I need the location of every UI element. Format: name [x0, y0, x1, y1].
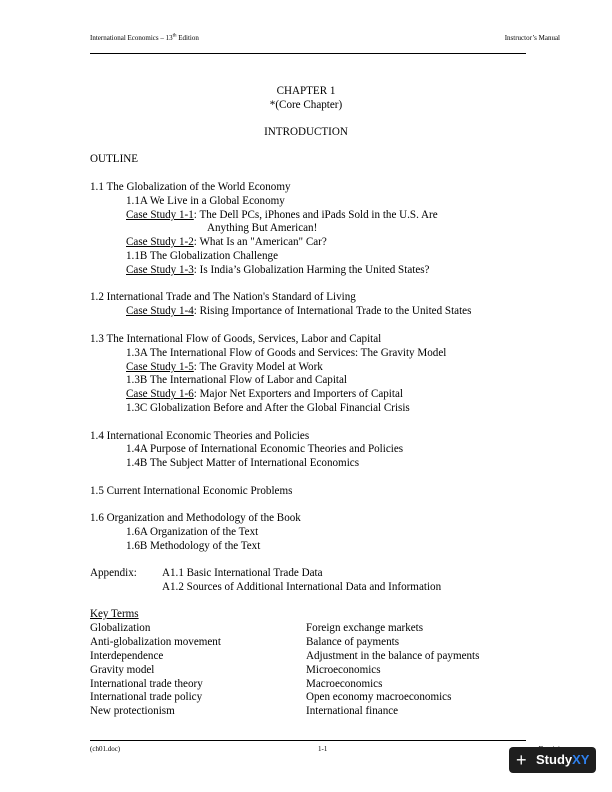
case-study-1-5-link[interactable]: Case Study 1-5 [126, 361, 194, 373]
case-study-1-1: Case Study 1-1: The Dell PCs, iPhones and iPads Sold in the U.S. Are [126, 209, 438, 221]
section-1-2: 1.2 International Trade and The Nation's Standard of Living [90, 291, 356, 303]
section-1-6b: 1.6B Methodology of the Text [126, 540, 261, 552]
key-term: Globalization [90, 622, 151, 634]
chapter-subtitle: *(Core Chapter) [269, 99, 343, 111]
section-1-6: 1.6 Organization and Methodology of the Book [90, 512, 301, 524]
page-footer [90, 745, 560, 753]
page-number: 1-1 [318, 745, 328, 753]
case-study-1-6-link[interactable]: Case Study 1-6 [126, 388, 194, 400]
key-term: New protectionism [90, 705, 175, 717]
plus-icon: + [516, 750, 527, 770]
studyxy-logo-text: StudyXY [536, 752, 590, 767]
case-study-1-2: Case Study 1-2: What Is an "American" Car? [126, 236, 327, 248]
case-study-1-4: Case Study 1-4: Rising Importance of International Trade to the United States [126, 305, 472, 317]
section-1-3a: 1.3A The International Flow of Goods and Services: The Gravity Model [126, 347, 447, 359]
page-header [90, 34, 560, 42]
case-study-1-1-link[interactable]: Case Study 1-1 [126, 209, 194, 221]
case-study-1-6: Case Study 1-6: Major Net Exporters and Importers of Capital [126, 388, 403, 400]
key-term: International trade theory [90, 678, 203, 690]
case-study-1-5: Case Study 1-5: The Gravity Model at Work [126, 361, 323, 373]
case-study-1-2-link[interactable]: Case Study 1-2 [126, 236, 194, 248]
section-1-3: 1.3 The International Flow of Goods, Services, Labor and Capital [90, 333, 382, 345]
appendix-label: Appendix: [90, 567, 137, 579]
key-term: International trade policy [90, 691, 203, 703]
appendix-a1-1: A1.1 Basic International Trade Data [162, 567, 323, 579]
appendix-a1-2: A1.2 Sources of Additional International Data and Information [162, 581, 442, 593]
key-terms-heading: Key Terms [90, 608, 139, 620]
section-1-4b: 1.4B The Subject Matter of International Economics [126, 457, 360, 469]
header-rule [90, 53, 526, 54]
section-1-1b: 1.1B The Globalization Challenge [126, 250, 278, 262]
key-term: Microeconomics [306, 664, 381, 676]
section-1-4a: 1.4A Purpose of International Economic Theories and Policies [126, 443, 404, 455]
case-study-1-3-link[interactable]: Case Study 1-3 [126, 264, 194, 276]
studyxy-badge[interactable] [509, 747, 596, 773]
key-term: Open economy macroeconomics [306, 691, 452, 703]
chapter-number: CHAPTER 1 [276, 85, 336, 97]
key-term: Balance of payments [306, 636, 400, 648]
footer-left: (ch01.doc) [90, 745, 121, 753]
chapter-title: INTRODUCTION [264, 126, 348, 138]
case-study-1-4-link[interactable]: Case Study 1-4 [126, 305, 194, 317]
case-study-1-3: Case Study 1-3: Is India’s Globalization Harming the United States? [126, 264, 430, 276]
section-1-5: 1.5 Current International Economic Problems [90, 485, 293, 497]
key-term: Foreign exchange markets [306, 622, 424, 634]
section-1-1a: 1.1A We Live in a Global Economy [126, 195, 285, 207]
section-1-3c: 1.3C Globalization Before and After the Global Financial Crisis [126, 402, 410, 414]
footer-rule [90, 740, 526, 741]
header-left: International Economics – 13th Edition [90, 34, 199, 43]
key-term: Interdependence [90, 650, 164, 662]
key-term: Adjustment in the balance of payments [306, 650, 480, 662]
section-1-3b: 1.3B The International Flow of Labor and Capital [126, 374, 348, 386]
case-study-1-1-cont: Anything But American! [207, 222, 318, 234]
key-term: Anti-globalization movement [90, 636, 221, 648]
key-term: Macroeconomics [306, 678, 383, 690]
header-right: Instructor’s Manual [504, 34, 560, 42]
outline-heading: OUTLINE [90, 153, 139, 165]
section-1-6a: 1.6A Organization of the Text [126, 526, 259, 538]
key-term: International finance [306, 705, 399, 717]
section-1-1: 1.1 The Globalization of the World Economy [90, 181, 291, 193]
key-term: Gravity model [90, 664, 155, 676]
section-1-4: 1.4 International Economic Theories and Policies [90, 430, 310, 442]
